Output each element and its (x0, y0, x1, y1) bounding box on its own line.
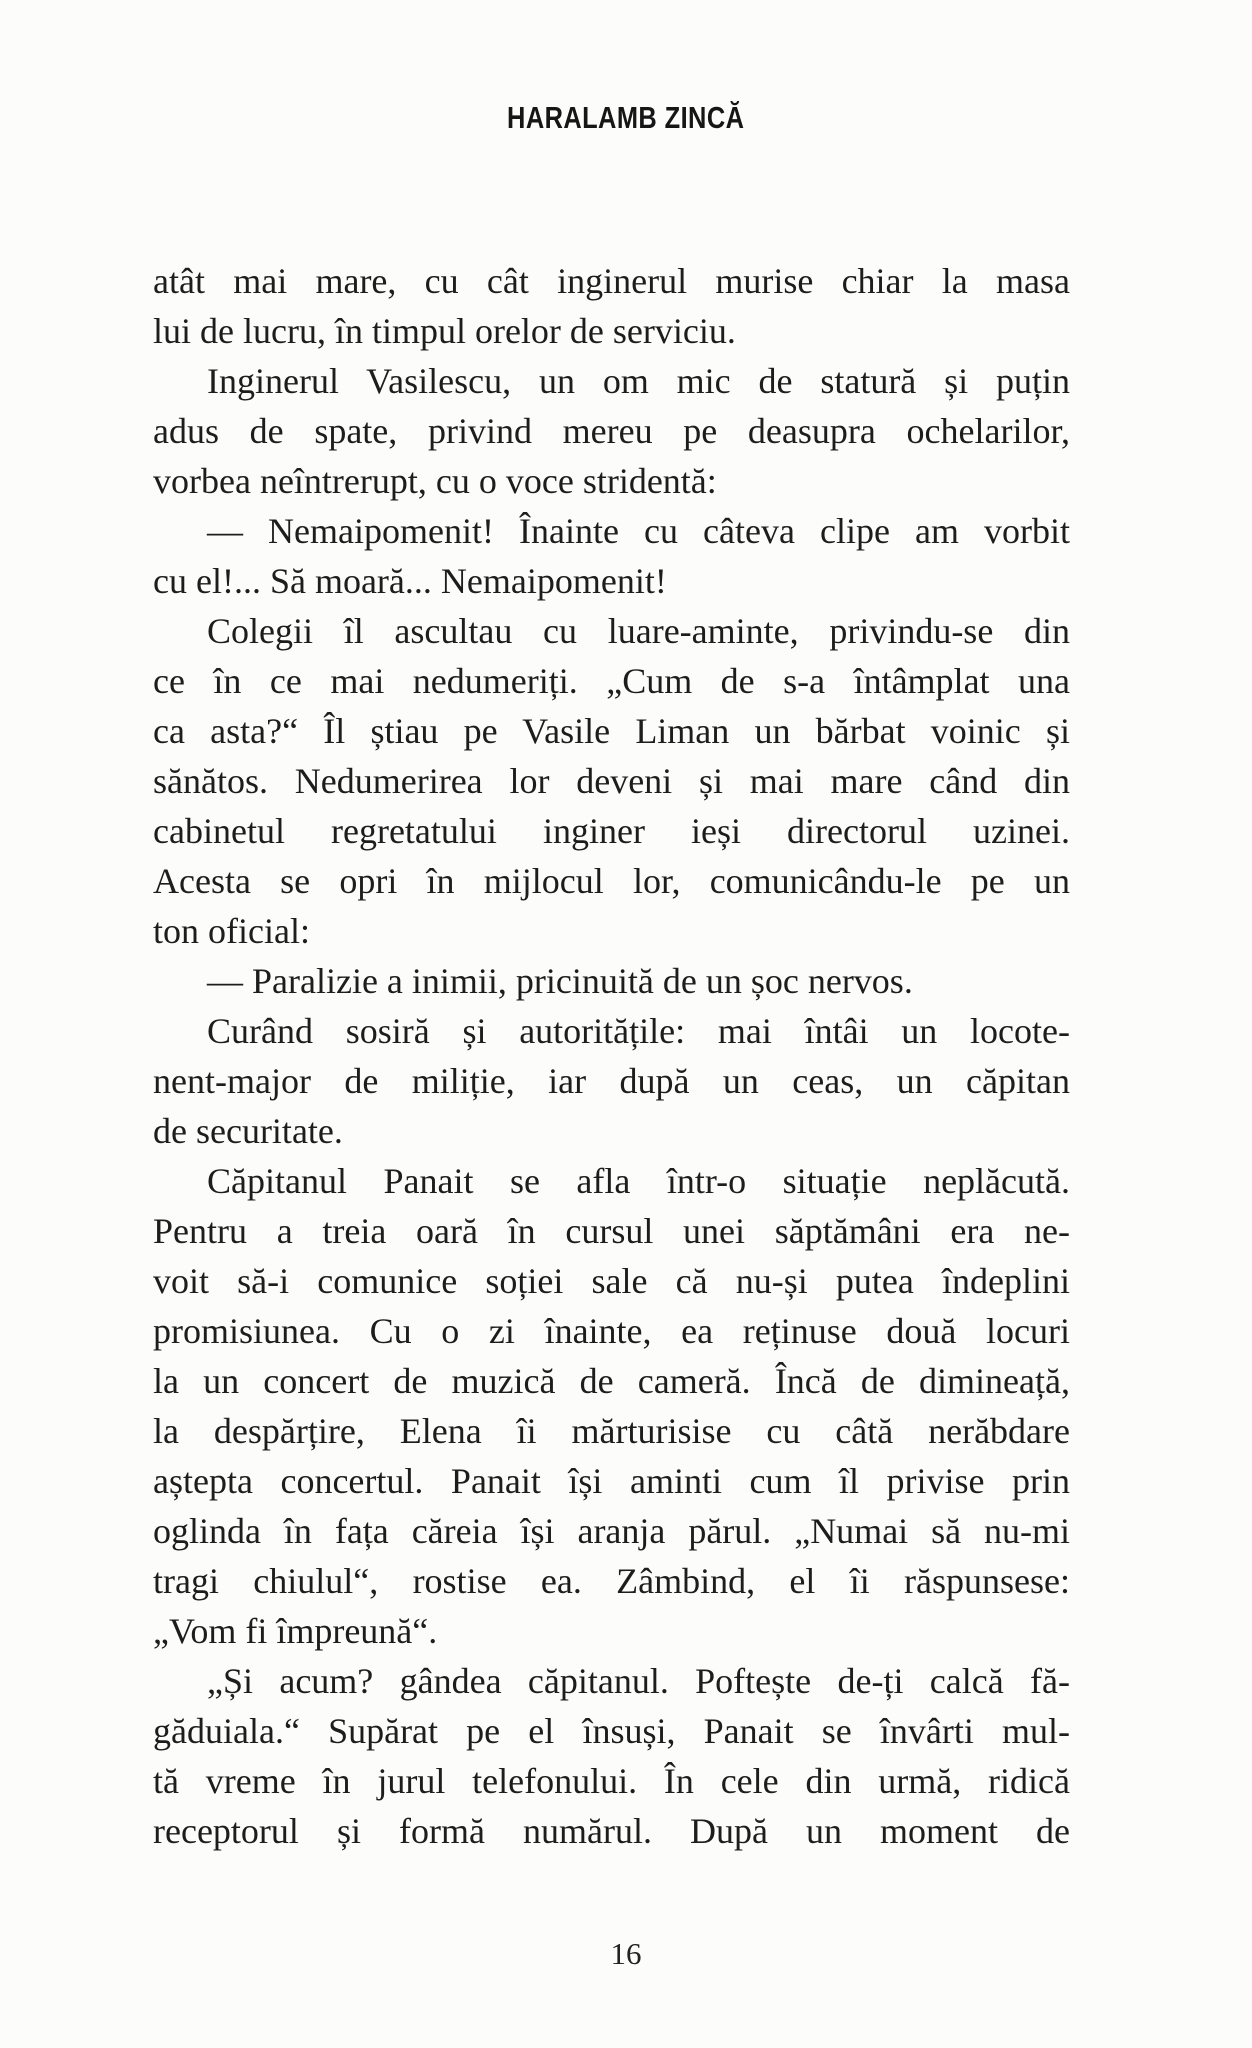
text-line: „Vom fi împreună“. (153, 1611, 438, 1651)
text-line: promisiunea. Cu o zi înainte, ea reținuse două locuri (153, 1311, 1070, 1351)
text-line: de securitate. (153, 1111, 343, 1151)
text-line: Colegii îl ascultau cu luare-aminte, privindu-se din (207, 611, 1070, 651)
running-header-text: HARALAMB ZINCĂ (507, 100, 745, 135)
text-line: Inginerul Vasilescu, un om mic de statură și puțin (207, 361, 1070, 401)
text-line: — Paralizie a inimii, pricinuită de un șoc nervos. (207, 961, 913, 1001)
text-line: ca asta?“ Îl știau pe Vasile Liman un bărbat voinic și (153, 711, 1070, 751)
text-line: voit să-i comunice soției sale că nu-și putea îndeplini (153, 1261, 1070, 1301)
text-line: oglinda în fața căreia își aranja părul. „Numai să nu-mi (153, 1511, 1070, 1551)
text-line: receptorul și formă numărul. După un moment de (153, 1811, 1070, 1851)
text-line: aștepta concertul. Panait își aminti cum îl privise prin (153, 1461, 1070, 1501)
text-line: sănătos. Nedumerirea lor deveni și mai mare când din (153, 761, 1070, 801)
text-line: tragi chiulul“, rostise ea. Zâmbind, el îi răspunsese: (153, 1561, 1070, 1601)
text-line: nent-major de miliție, iar după un ceas, un căpitan (153, 1061, 1070, 1101)
text-line: adus de spate, privind mereu pe deasupra ochelarilor, (153, 411, 1070, 451)
text-line: Acesta se opri în mijlocul lor, comunicându-le pe un (153, 861, 1070, 901)
text-line: lui de lucru, în timpul orelor de serviciu. (153, 311, 736, 351)
text-line: „Și acum? gândea căpitanul. Poftește de-ți calcă fă- (207, 1661, 1070, 1701)
running-header (0, 101, 1252, 135)
text-block (153, 256, 1070, 1856)
text-line: cabinetul regretatului inginer ieși directorul uzinei. (153, 811, 1070, 851)
text-line: vorbea neîntrerupt, cu o voce stridentă: (153, 461, 717, 501)
text-line: la despărțire, Elena îi mărturisise cu câtă nerăbdare (153, 1411, 1070, 1451)
text-line: Pentru a treia oară în cursul unei săptămâni era ne- (153, 1211, 1070, 1251)
text-line: găduiala.“ Supărat pe el însuși, Panait se învârti mul- (153, 1711, 1070, 1751)
text-line: atât mai mare, cu cât inginerul murise chiar la masa (153, 261, 1070, 301)
text-line: Căpitanul Panait se afla într-o situație neplăcută. (207, 1161, 1070, 1201)
text-line: ton oficial: (153, 911, 310, 951)
text-line: ce în ce mai nedumeriți. „Cum de s-a întâmplat una (153, 661, 1070, 701)
text-line: Curând sosiră și autoritățile: mai întâi un locote- (207, 1011, 1070, 1051)
text-line: — Nemaipomenit! Înainte cu câteva clipe am vorbit (207, 511, 1070, 551)
text-line: la un concert de muzică de cameră. Încă de dimineață, (153, 1361, 1070, 1401)
text-line: tă vreme în jurul telefonului. În cele din urmă, ridică (153, 1761, 1070, 1801)
text-line: cu el!... Să moară... Nemaipomenit! (153, 561, 667, 601)
page-number: 16 (610, 1936, 642, 1971)
